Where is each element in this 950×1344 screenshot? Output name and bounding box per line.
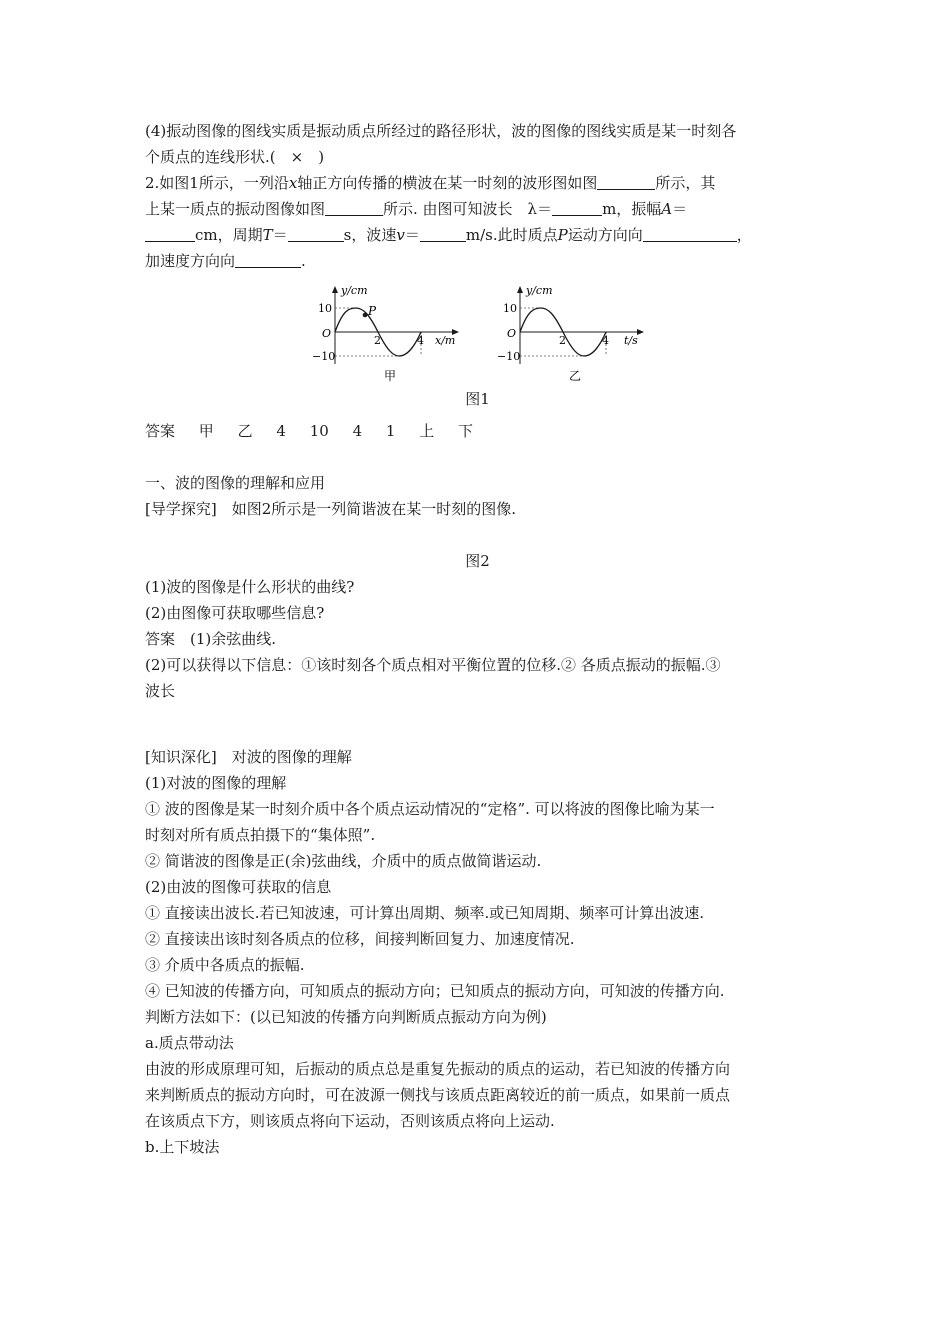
- point-1-line1: ① 波的图像是某一时刻介质中各个质点运动情况的“定格”. 可以将波的图像比喻为某一: [145, 800, 715, 818]
- point-1-line2: 时刻对所有质点拍摄下的“集体照”.: [145, 826, 376, 844]
- answer-blank: [145, 225, 195, 242]
- tick-label-4: 4: [602, 334, 609, 347]
- tick-label-4: 4: [417, 334, 424, 347]
- guide-explore: [导学探究] 如图2所示是一列简谐波在某一时刻的图像.: [145, 500, 517, 518]
- figure-1-caption: 图1: [465, 390, 490, 408]
- question-2-line3: cm，周期T＝ s，波速v＝ m/s.此时质点P运动方向向 ，: [145, 222, 810, 248]
- answer-blank: [643, 225, 737, 242]
- method-a-line2: 来判断质点的振动方向时，可在波源一侧找与该质点距离较近的前一质点，如果前一质点: [145, 1086, 731, 1104]
- point-p-label: P: [368, 304, 377, 318]
- answer-1: 答案 (1)余弦曲线.: [145, 630, 277, 648]
- subsection-1: (1)对波的图像的理解: [145, 774, 287, 792]
- answer-value: 乙: [237, 422, 253, 440]
- tick-label-neg10: −10: [312, 350, 336, 363]
- question-2: (2)由图像可获取哪些信息?: [145, 604, 325, 622]
- answer-row: [145, 418, 810, 444]
- answer-2-line1: (2)可以获得以下信息：①该时刻各个质点相对平衡位置的位移.② 各质点振动的振幅.③: [145, 656, 721, 674]
- subsection-2: (2)由波的图像可获取的信息: [145, 878, 332, 896]
- section-2-heading: [知识深化] 对波的图像的理解: [145, 748, 352, 766]
- question-2-line1: 2.如图1所示，一列沿x轴正方向传播的横波在某一时刻的波形图如图 所示，其: [145, 174, 716, 192]
- answer-value: 甲: [198, 422, 214, 440]
- answer-value: 上: [419, 422, 435, 440]
- answer-blank: [288, 225, 344, 242]
- answer-value: 1: [385, 422, 396, 440]
- tick-label-2: 2: [559, 334, 566, 347]
- answer-2-line2: 波长: [145, 682, 176, 700]
- figure-1: [145, 282, 810, 386]
- method-a-line3: 在该质点下方，则该质点将向下运动，否则该质点将向上运动.: [145, 1112, 555, 1130]
- info-2: ② 直接读出该时刻各质点的位移，间接判断回复力、加速度情况.: [145, 930, 575, 948]
- question-1: (1)波的图像是什么形状的曲线?: [145, 578, 355, 596]
- y-axis-label: y/cm: [341, 284, 368, 297]
- origin-label: O: [322, 327, 332, 340]
- answer-value: 10: [309, 422, 329, 440]
- method-a-title: a.质点带动法: [145, 1034, 234, 1052]
- info-4-line2: 判断方法如下：(以已知波的传播方向判断质点振动方向为例): [145, 1008, 547, 1026]
- x-axis-label: t/s: [624, 334, 638, 347]
- answer-label: 答案: [145, 422, 176, 440]
- tick-label-10: 10: [318, 302, 332, 315]
- answer-blank: [552, 199, 602, 216]
- document-page: [145, 118, 810, 1160]
- method-a-line1: 由波的形成原理可知，后振动的质点总是重复先振动的质点的运动，若已知波的传播方向: [145, 1060, 731, 1078]
- tick-label-10: 10: [503, 302, 517, 315]
- item-4-line1: (4)振动图像的图线实质是振动质点所经过的路径形状，波的图像的图线实质是某一时刻各: [145, 122, 737, 140]
- figure-caption-left: 甲: [384, 369, 397, 383]
- answer-blank: [325, 199, 383, 216]
- answer-blank: [420, 225, 466, 242]
- tick-label-2: 2: [374, 334, 381, 347]
- figure-caption-right: 乙: [569, 369, 582, 383]
- info-1: ① 直接读出波长.若已知波速，可计算出周期、频率.或已知周期、频率可计算出波速.: [145, 904, 705, 922]
- method-b-title: b.上下坡法: [145, 1138, 220, 1156]
- answer-blank: [235, 251, 301, 268]
- vibration-graph-right: [490, 282, 650, 386]
- point-2: ② 简谐波的图像是正(余)弦曲线，介质中的质点做简谐运动.: [145, 852, 542, 870]
- question-2-line2: 上某一质点的振动图像如图 所示. 由图可知波长 λ＝ m，振幅A＝: [145, 200, 688, 218]
- section-1-heading: 一、波的图像的理解和应用: [145, 474, 326, 492]
- figure-2-caption: 图2: [465, 552, 490, 570]
- wave-graph-left: [305, 282, 465, 386]
- question-2-line4: 加速度方向向 .: [145, 252, 306, 270]
- answer-blank: [597, 173, 655, 190]
- answer-value: 4: [276, 422, 286, 440]
- x-axis-label: x/m: [435, 334, 456, 347]
- info-3: ③ 介质中各质点的振幅.: [145, 956, 305, 974]
- item-4-line2: 个质点的连线形状.( × ): [145, 148, 325, 166]
- point-p-marker: [363, 313, 368, 318]
- y-axis-label: y/cm: [526, 284, 553, 297]
- tick-label-neg10: −10: [497, 350, 521, 363]
- answer-value: 下: [458, 422, 474, 440]
- info-4-line1: ④ 已知波的传播方向，可知质点的振动方向；已知质点的振动方向，可知波的传播方向.: [145, 982, 725, 1000]
- origin-label: O: [507, 327, 517, 340]
- answer-value: 4: [352, 422, 363, 440]
